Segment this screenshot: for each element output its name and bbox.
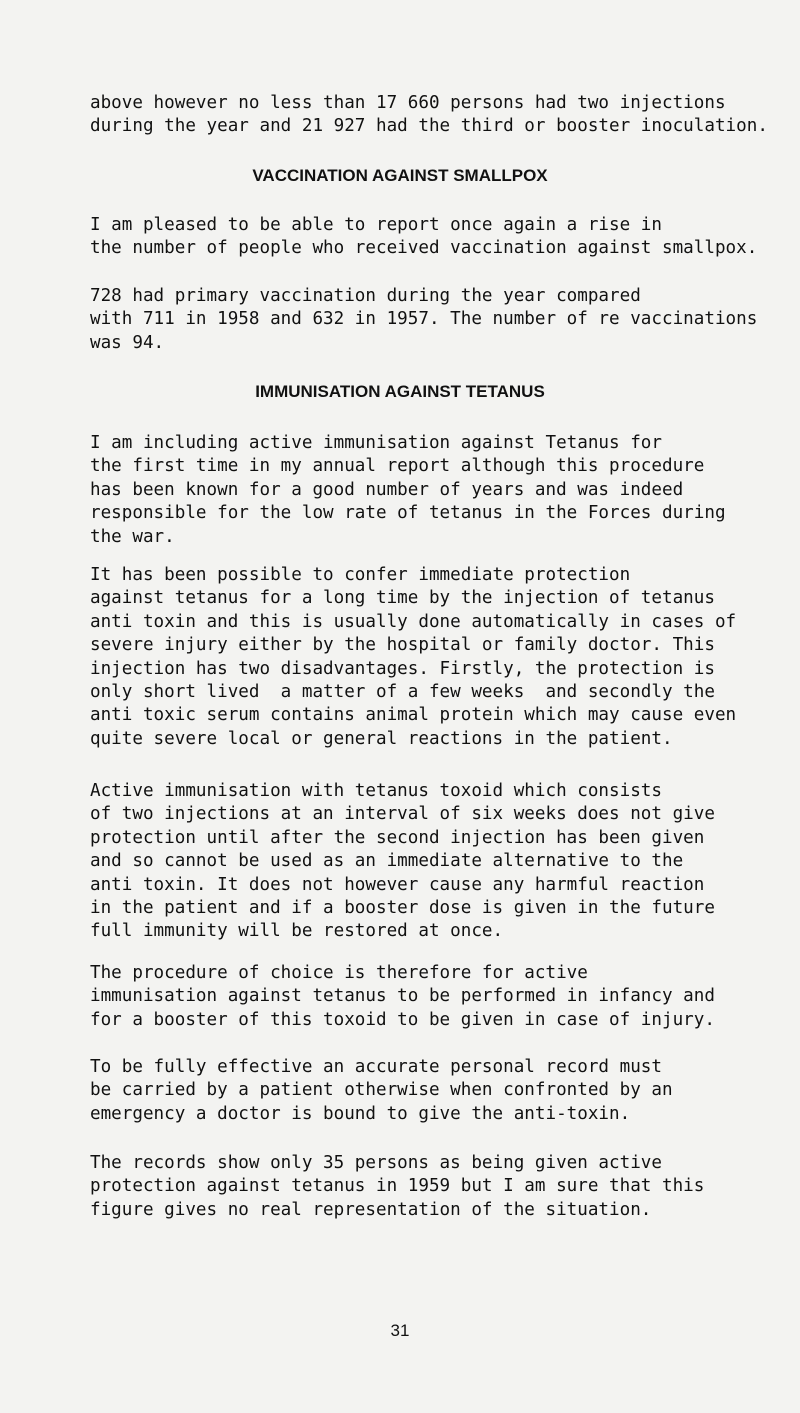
heading-vaccination-smallpox: VACCINATION AGAINST SMALLPOX xyxy=(252,166,548,185)
paragraph-primary-vaccination: 728 had primary vaccination during the year compared with 711 in 1958 and 632 in 1957. The number of re vaccinations was 94. xyxy=(90,286,758,353)
paragraph-personal-record: To be fully effective an accurate personal record must be carried by a patient otherwise when confronted by an emergency a doctor is bound to give the anti-toxin. xyxy=(90,1057,673,1124)
paragraph-smallpox-rise: I am pleased to be able to report once again a rise in the number of people who received vaccination against smallpox. xyxy=(90,215,758,259)
paragraph-anti-toxin: It has been possible to confer immediate protection against tetanus for a long time by the injection of tetanus anti toxin and this is usually done automatically in cases of severe injury either by the hospital or family doctor. This injection has two disadvantages. Firstly, the protection is only short lived a matter of a few weeks and secondly the anti toxic serum contains animal protein which may cause even quite severe local or general reactions in the patient. xyxy=(90,565,737,749)
paragraph-active-immunisation: Active immunisation with tetanus toxoid which consists of two injections at an interval of six weeks does not give protection until after the second injection has been given and so cannot be used as an immediate alternative to the anti toxin. It does not however cause any harmful reaction in the patient and if a booster dose is given in the future full immunity will be restored at once. xyxy=(90,781,715,942)
paragraph-records-show: The records show only 35 persons as being given active protection against tetanus in 1959 but I am sure that this figure gives no real representation of the situation. xyxy=(90,1153,705,1220)
page-number: 31 xyxy=(390,1321,410,1340)
paragraph-tetanus-intro: I am including active immunisation against Tetanus for the first time in my annual report although this procedure has been known for a good number of years and was indeed responsible for the low rate of tetanus in the Forces during the war. xyxy=(90,433,726,547)
paragraph-procedure-of-choice: The procedure of choice is therefore for active immunisation against tetanus to be performed in infancy and for a booster of this toxoid to be given in case of injury. xyxy=(90,963,715,1030)
heading-immunisation-tetanus: IMMUNISATION AGAINST TETANUS xyxy=(255,382,545,401)
paragraph-booster-inoculation: above however no less than 17 660 persons had two injections during the year and 21 927 had the third or booster inoculation. xyxy=(90,93,768,137)
